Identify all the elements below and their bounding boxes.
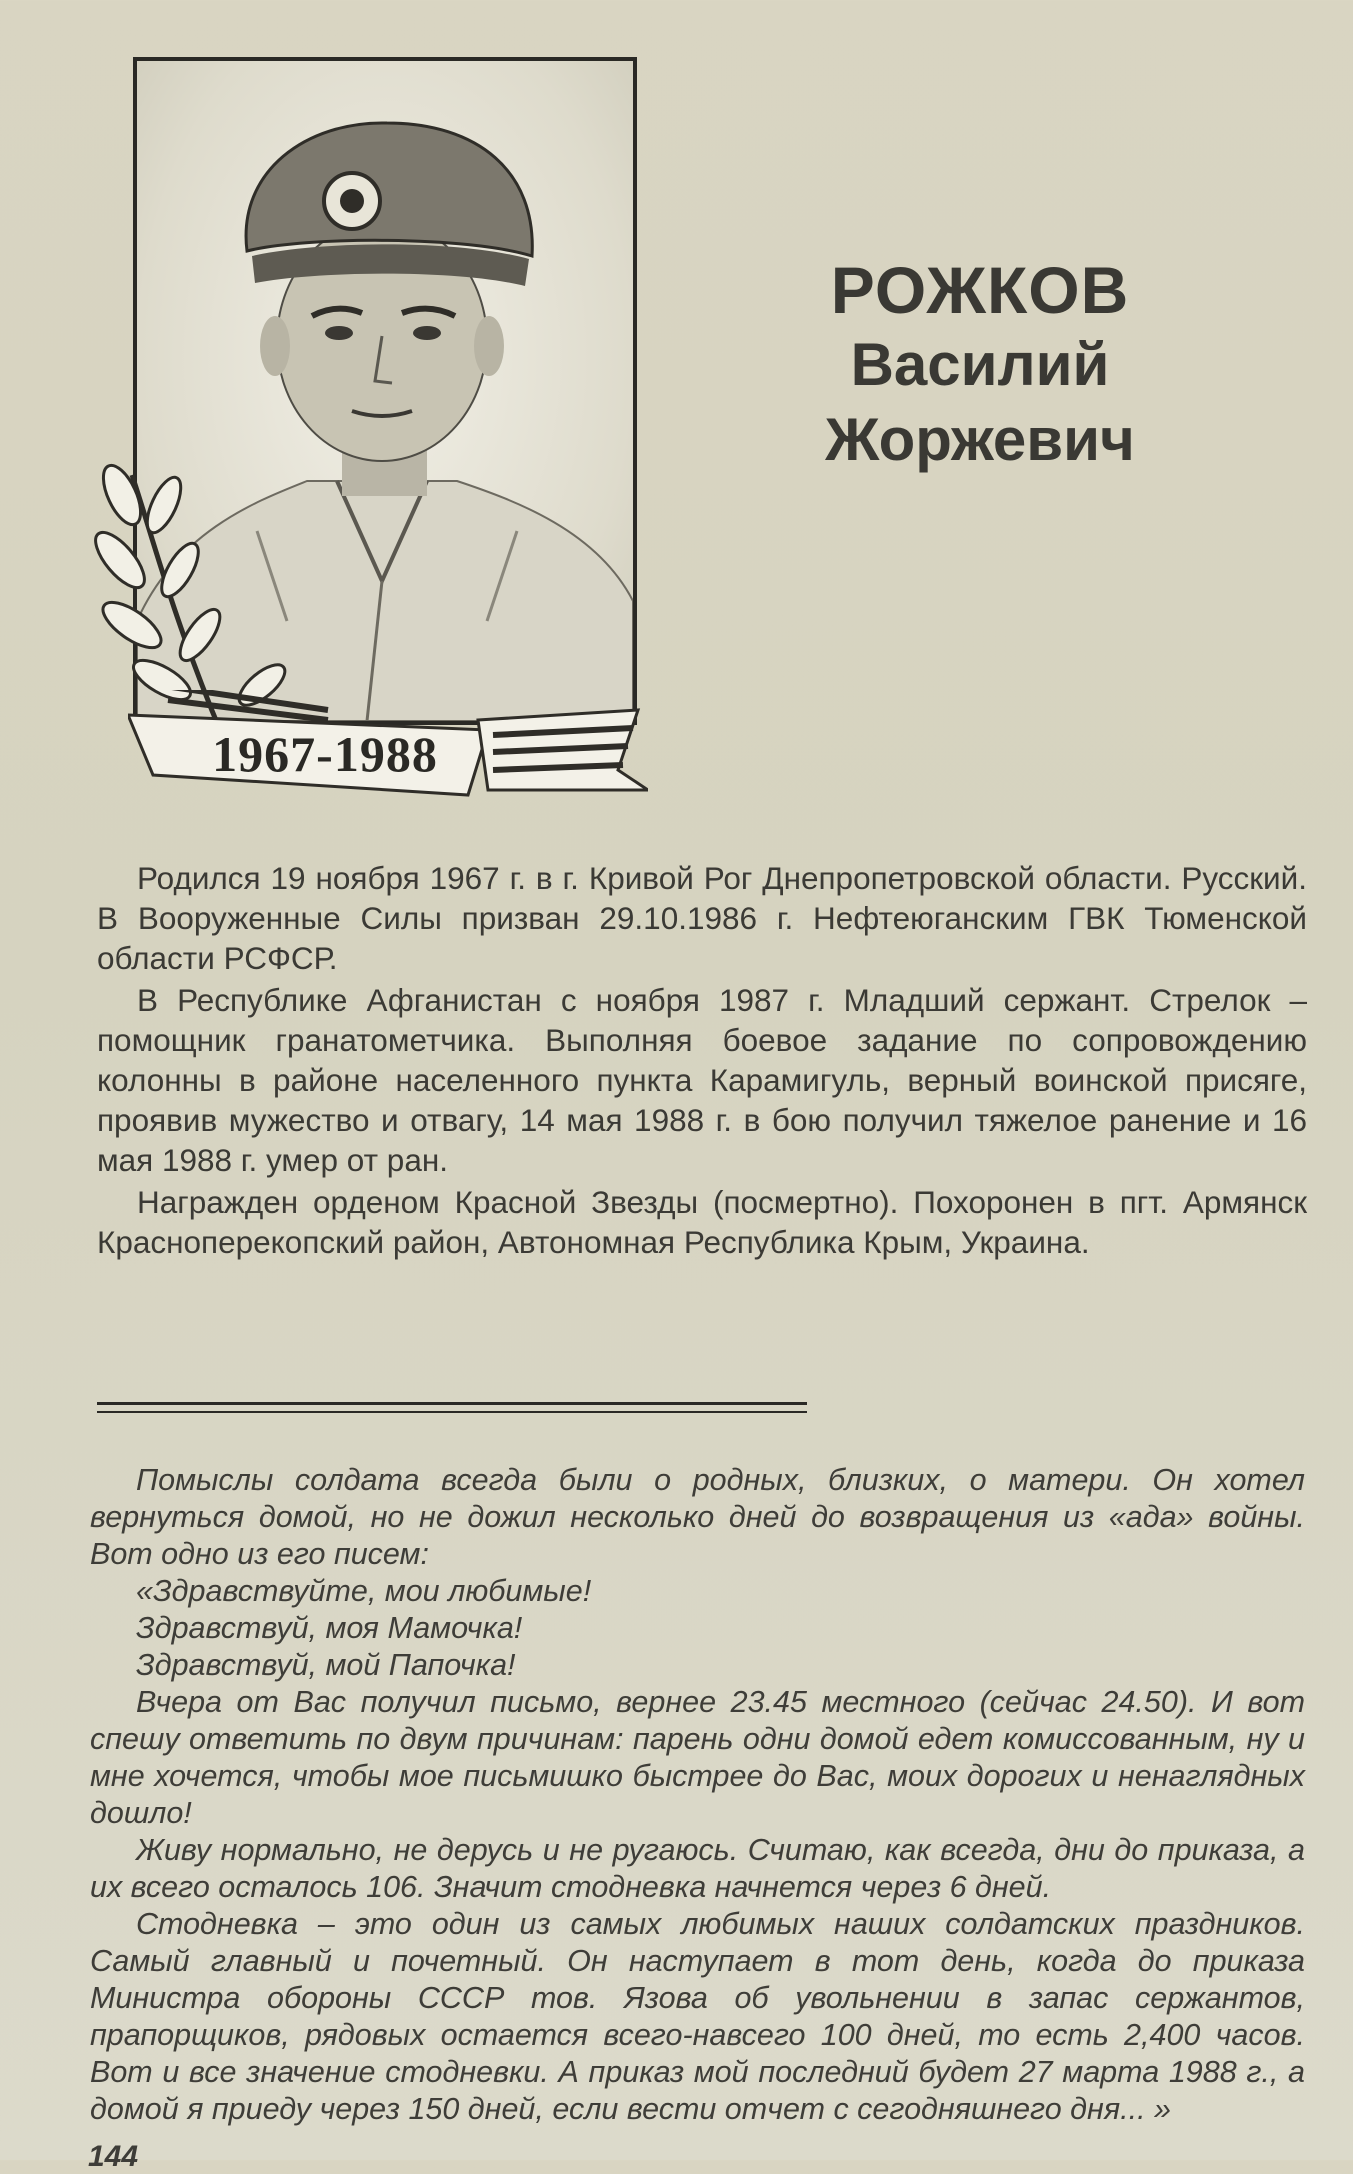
- biography: [97, 858, 1307, 1264]
- letter-paragraph: Живу нормально, не дерусь и не ругаюсь. Считаю, как всегда, дни до приказа, а их всего осталось 106. Значит стодневка начнется через 6 дней.: [90, 1833, 1305, 1904]
- patronymic: Жоржевич: [825, 406, 1135, 473]
- page-number: 144: [88, 2140, 139, 2173]
- life-years: 1967-1988: [212, 726, 438, 782]
- given-name: Василий: [850, 331, 1110, 398]
- letter-paragraph: Стодневка – это один из самых любимых наших солдатских праздников. Самый главный и почетный. Он наступает в тот день, когда до приказа Министра обороны СССР тов. Язова об увольнении в запас сержантов, прапорщиков, рядовых остается всего-навсего 100 дней, то есть 2,400 часов. Вот и все значение стодневки. А приказ мой последний будет 27 марта 1988 г., а домой я приеду через 150 дней, если вести отчет с сегодняшнего дня... »: [90, 1907, 1305, 2126]
- section-divider: [97, 1402, 807, 1413]
- biography-paragraph: Родился 19 ноября 1967 г. в г. Кривой Рог Днепропетровской области. Русский. В Вооруженные Силы призван 29.10.1986 г. Нефтеюганским ГВК Тюменской области РСФСР.: [97, 860, 1307, 976]
- letter-paragraph: Помыслы солдата всегда были о родных, близких, о матери. Он хотел вернуться домой, но не дожил несколько дней до возвращения из «ада» войны. Вот одно из его писем:: [90, 1463, 1305, 1571]
- person-name: [760, 250, 1200, 480]
- biography-paragraph: В Республике Афганистан с ноября 1987 г. Младший сержант. Стрелок – помощник гранатометчика. Выполняя боевое задание по сопровождению колонны в районе населенного пункта Карамигуль, верный воинской присяге, проявив мужество и отвагу, 14 мая 1988 г. в бою получил тяжелое ранение и 16 мая 1988 г. умер от ран.: [97, 982, 1307, 1178]
- letter-greeting: Здравствуй, моя Мамочка!: [136, 1611, 523, 1645]
- letter-greeting: «Здравствуйте, мои любимые!: [136, 1574, 592, 1608]
- letter-paragraph: Вчера от Вас получил письмо, вернее 23.45 местного (сейчас 24.50). И вот спешу ответить по двум причинам: парень одни домой едет комиссованным, ну и мне хочется, чтобы мое письмишко быстрее до Вас, моих дорогих и ненаглядных дошло!: [90, 1685, 1305, 1830]
- letter-greeting: Здравствуй, мой Папочка!: [136, 1648, 516, 1682]
- surname: РОЖКОВ: [830, 253, 1130, 327]
- biography-paragraph: Награжден орденом Красной Звезды (посмертно). Похоронен в пгт. Армянск Красноперекопский район, Автономная Республика Крым, Украина.: [97, 1184, 1307, 1260]
- letter-excerpt: [90, 1462, 1305, 2128]
